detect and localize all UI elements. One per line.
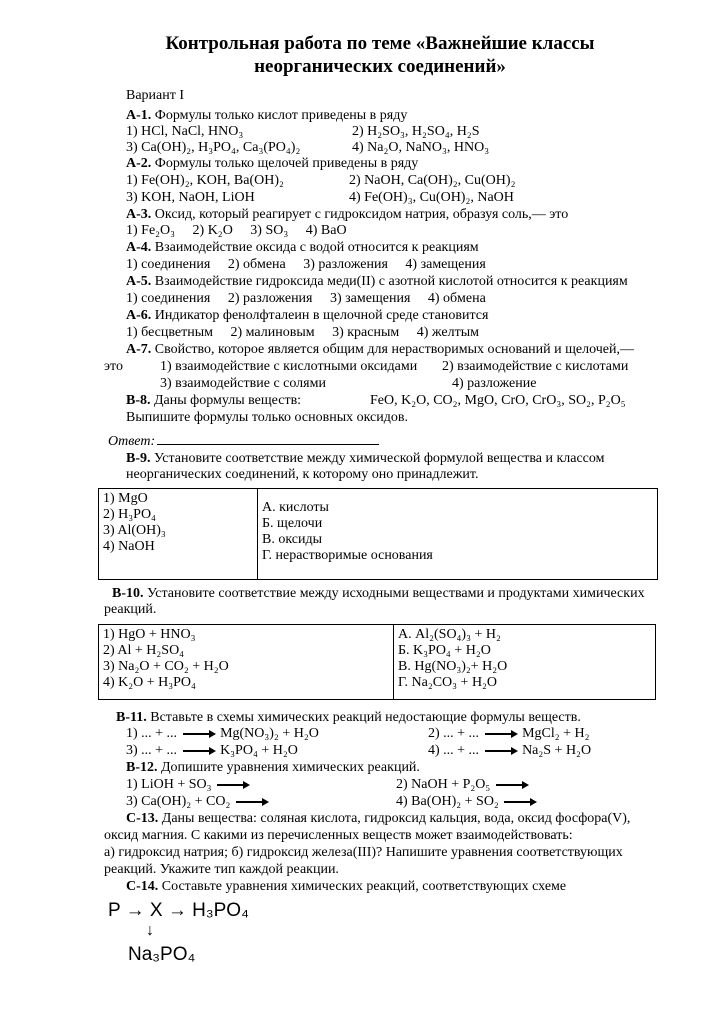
reaction-left: 1) LiOH + SO₃: [126, 777, 212, 792]
title-line-2: неорганических соединений»: [254, 56, 506, 77]
reaction-scheme: [428, 743, 591, 759]
question-text-continued: оксид магния. С какими из перечисленных веществ может взаимодействовать:: [104, 828, 573, 843]
reaction-products: Na₂S + H₂O: [522, 743, 592, 758]
table-cell: 3) Al(OH)₃: [103, 523, 166, 538]
question-text: Даны формулы веществ:: [154, 393, 302, 408]
table-cell: 4) NaOH: [103, 539, 155, 554]
variant-label: Вариант I: [126, 88, 185, 103]
products-column: [394, 625, 656, 700]
table-cell: Г. нерастворимые основания: [262, 548, 433, 563]
answer-option: 1) взаимодействие с кислотными оксидами: [160, 359, 418, 374]
answer-options: 1) соединения 2) обмена 3) разложения 4) замещения: [126, 257, 486, 272]
reaction-scheme: [126, 743, 298, 759]
answer-options: 1) соединения 2) разложения 3) замещения 4) обмена: [126, 291, 486, 306]
scheme-species: P: [108, 900, 121, 921]
arrow-icon: [234, 797, 270, 807]
table-cell: 2) Al + H₂SO₄: [103, 643, 185, 658]
question-a1: [126, 108, 407, 124]
arrow-icon: [181, 746, 217, 756]
formula-column: [99, 489, 258, 580]
task-text: Выпишите формулы только основных оксидов.: [126, 410, 408, 425]
question-text: Допишите уравнения химических реакций.: [161, 760, 420, 775]
table-cell: 2) H₃PO₄: [103, 507, 156, 522]
question-a3: [126, 207, 568, 223]
question-number: С-14.: [126, 879, 159, 894]
matching-table-b10: [98, 624, 656, 700]
question-text: Установите соответствие между химической формулой вещества и классом: [154, 451, 605, 466]
question-text: Индикатор фенолфталеин в щелочной среде становится: [154, 308, 489, 323]
table-cell: В. оксиды: [262, 532, 323, 547]
scheme-top-row: [108, 900, 249, 922]
question-number: А-3.: [126, 207, 152, 222]
question-text: Взаимодействие гидроксида меди(II) с азотной кислотой относится к реакциям: [154, 274, 628, 289]
reaction-equation: [396, 794, 538, 810]
question-text: Оксид, который реагирует с гидроксидом натрия, образуя соль,— это: [154, 207, 569, 222]
question-text-continued: неорганических соединений, к которому оно принадлежит.: [126, 467, 479, 482]
reaction-products: MgCl₂ + H₂: [522, 726, 590, 741]
arrow-right-icon: →: [125, 900, 145, 921]
answer-option: 3) KOH, NaOH, LiOH: [126, 190, 255, 205]
reaction-scheme: [126, 726, 319, 742]
question-text: Установите соответствие между исходными веществами и продуктами химических: [147, 586, 645, 601]
arrow-icon: [502, 797, 538, 807]
arrow-icon: [181, 729, 217, 739]
scheme-species: X: [149, 900, 163, 921]
reaction-equation: [126, 777, 251, 793]
question-number: В-9.: [126, 451, 151, 466]
class-column: [258, 489, 658, 580]
question-b9: [126, 451, 604, 467]
question-text-continued: реакций.: [104, 602, 157, 617]
arrow-icon: [483, 729, 519, 739]
question-text: Составьте уравнения химических реакций, соответствующих схеме: [161, 879, 567, 894]
question-b8: [126, 393, 301, 409]
formula-list: FeO, K₂O, CO₂, MgO, CrO, CrO₃, SO₂, P₂O₅: [370, 393, 626, 408]
arrow-icon: [215, 780, 251, 790]
reaction-products: Mg(NO₃)₂ + H₂O: [220, 726, 319, 741]
answer-line: [108, 432, 379, 450]
question-text: Вставьте в схемы химических реакций недостающие формулы веществ.: [150, 710, 581, 725]
question-number: В-12.: [126, 760, 158, 775]
question-number: А-6.: [126, 308, 152, 323]
reaction-scheme: [428, 726, 590, 742]
reactants-column: [99, 625, 394, 700]
arrow-icon: [483, 746, 519, 756]
question-b11: [116, 710, 581, 726]
reaction-products: K₃PO₄ + H₂O: [220, 743, 298, 758]
answer-option: 4) разложение: [452, 376, 537, 391]
answer-option: 2) H₂SO₃, H₂SO₄, H₂S: [352, 124, 480, 139]
question-number: А-1.: [126, 108, 152, 123]
question-a4: [126, 240, 479, 256]
question-text: Даны вещества: соляная кислота, гидроксид кальция, вода, оксид фосфора(V),: [161, 811, 631, 826]
question-c13: [126, 811, 630, 827]
question-a2: [126, 156, 418, 172]
question-number: В-11.: [116, 710, 147, 725]
title-line-1: Контрольная работа по теме «Важнейшие классы: [165, 33, 595, 54]
reaction-left: 3) Ca(OH)₂ + CO₂: [126, 794, 231, 809]
answer-option: 1) HCl, NaCl, HNO₃: [126, 124, 244, 139]
scheme-species: H₃PO₄: [192, 900, 249, 921]
question-b10: [112, 586, 645, 602]
answer-option: 3) взаимодействие с солями: [160, 376, 326, 391]
answer-option: 1) Fe(OH)₂, KOH, Ba(OH)₂: [126, 173, 284, 188]
table-cell: А. кислоты: [262, 500, 329, 515]
question-number: В-8.: [126, 393, 151, 408]
question-text-continued: а) гидроксид натрия; б) гидроксид железа(III)? Напишите уравнения соответствующих: [104, 845, 623, 860]
reaction-left: 2) ... + ...: [428, 726, 480, 741]
page-title: [120, 32, 640, 78]
arrow-right-icon: →: [167, 900, 187, 921]
table-cell: 1) HgO + HNO₃: [103, 627, 196, 642]
answer-option: 4) Na₂O, NaNO₃, HNO₃: [352, 140, 490, 155]
question-number: А-7.: [126, 342, 152, 357]
question-text: Свойство, которое является общим для нерастворимых оснований и щелочей,—: [154, 342, 635, 357]
table-cell: 3) Na₂O + CO₂ + H₂O: [103, 659, 229, 674]
answer-option: 2) NaOH, Ca(OH)₂, Cu(OH)₂: [349, 173, 516, 188]
question-number: А-4.: [126, 240, 152, 255]
reaction-left: 4) ... + ...: [428, 743, 480, 758]
arrow-down-icon: ↓: [146, 922, 154, 939]
reaction-left: 2) NaOH + P₂O₅: [396, 777, 491, 792]
answer-option: 3) Ca(OH)₂, H₃PO₄, Ca₃(PO₄)₂: [126, 140, 301, 155]
table-cell: 4) K₂O + H₃PO₄: [103, 675, 196, 690]
answer-label: Ответ:: [108, 434, 156, 449]
question-text-continued: реакций. Укажите тип каждой реакции.: [104, 862, 339, 877]
question-b12: [126, 760, 420, 776]
table-cell: 1) MgO: [103, 491, 148, 506]
answer-option: 4) Fe(OH)₃, Cu(OH)₂, NaOH: [349, 190, 514, 205]
scheme-species: Na₃PO₄: [128, 944, 196, 965]
table-cell: А. Al₂(SO₄)₃ + H₂: [398, 627, 501, 642]
question-c14: [126, 879, 566, 895]
question-a6: [126, 308, 488, 324]
question-text: Взаимодействие оксида с водой относится к реакциям: [154, 240, 479, 255]
question-number: А-2.: [126, 156, 152, 171]
answer-options: 1) Fe₂O₃ 2) K₂O 3) SO₃ 4) BaO: [126, 223, 347, 238]
question-number: В-10.: [112, 586, 144, 601]
question-number: С-13.: [126, 811, 159, 826]
answer-options: 1) бесцветным 2) малиновым 3) красным 4) желтым: [126, 325, 479, 340]
reaction-equation: [396, 777, 530, 793]
question-text-continued: это: [104, 359, 123, 374]
reaction-left: 1) ... + ...: [126, 726, 178, 741]
table-cell: Г. Na₂CO₃ + H₂O: [398, 675, 498, 690]
question-text: Формулы только щелочей приведены в ряду: [154, 156, 419, 171]
table-cell: В. Hg(NO₃)₂+ H₂O: [398, 659, 508, 674]
matching-table-b9: [98, 488, 658, 580]
reaction-left: 4) Ba(OH)₂ + SO₂: [396, 794, 499, 809]
question-text: Формулы только кислот приведены в ряду: [154, 108, 408, 123]
question-a7: [126, 342, 634, 358]
table-cell: Б. щелочи: [262, 516, 323, 531]
answer-blank[interactable]: [157, 432, 379, 445]
question-number: А-5.: [126, 274, 152, 289]
table-cell: Б. K₃PO₄ + H₂O: [398, 643, 491, 658]
question-a5: [126, 274, 628, 290]
answer-option: 2) взаимодействие с кислотами: [442, 359, 629, 374]
reaction-left: 3) ... + ...: [126, 743, 178, 758]
reaction-equation: [126, 794, 270, 810]
arrow-icon: [494, 780, 530, 790]
